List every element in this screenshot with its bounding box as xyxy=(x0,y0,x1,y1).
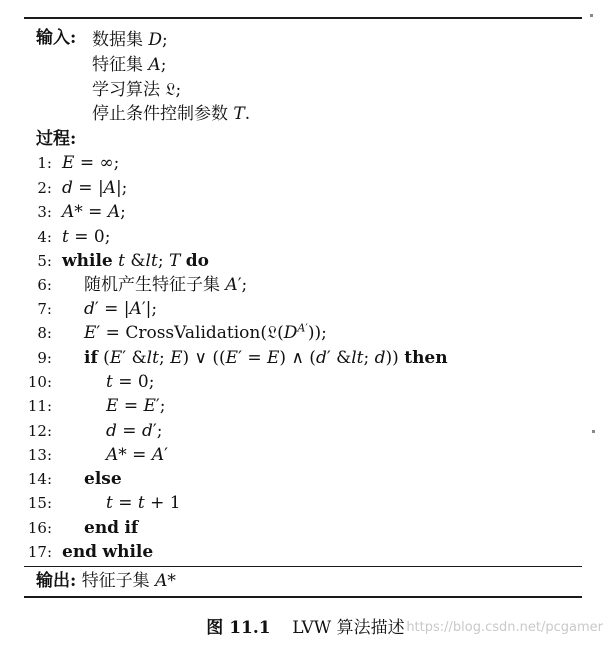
process-label: 过程: xyxy=(36,129,77,149)
input-item-stop-param: 停止条件控制参数 T. xyxy=(92,104,251,124)
code-line-2: d = |A|; xyxy=(62,178,128,198)
output-text: 特征子集 xyxy=(81,571,156,591)
input-item-featureset: 特征集 A; xyxy=(92,55,167,75)
top-rule xyxy=(24,17,582,19)
code-line-10: t = 0; xyxy=(106,372,155,392)
input-item-algorithm: 学习算法 𝔏; xyxy=(92,80,182,100)
bottom-rule xyxy=(24,596,582,598)
output-symbol: A* xyxy=(155,571,176,591)
code-line-5: while t &lt; T do xyxy=(62,251,209,271)
line-number: 9: xyxy=(37,349,52,367)
line-number: 2: xyxy=(37,179,52,197)
line-number: 8: xyxy=(37,324,52,342)
line-number: 1: xyxy=(37,154,52,172)
output-block xyxy=(36,571,176,591)
code-line-16: end if xyxy=(84,518,139,538)
code-line-12: d = d′; xyxy=(106,421,163,441)
input-block xyxy=(36,28,76,48)
input-item-dataset: 数据集 D; xyxy=(92,30,168,50)
code-line-8: $E' = CrossValidation(𝔏(D^{A'}))$; xyxy=(84,321,327,343)
mid-rule xyxy=(24,566,582,567)
line-number: 3: xyxy=(37,203,52,221)
line-number: 6: xyxy=(37,276,52,294)
code-line-11: E = E′; xyxy=(106,396,166,416)
line-number: 4: xyxy=(37,228,52,246)
code-line-7: d′ = |A′|; xyxy=(84,299,158,319)
code-line-1: E = ∞; xyxy=(62,153,120,173)
code-line-9: if (E′ &lt; E) ∨ ((E′ = E) ∧ (d′ &lt; d)) then xyxy=(84,348,448,368)
scan-dot xyxy=(590,14,593,17)
line-number: 17: xyxy=(27,543,52,561)
code-line-15: t = t + 1 xyxy=(106,493,181,513)
line-number: 13: xyxy=(27,446,52,464)
line-number: 12: xyxy=(27,422,52,440)
code-line-6: 随机产生特征子集 A′; xyxy=(84,275,248,295)
scan-dot xyxy=(592,430,595,433)
line-number: 16: xyxy=(27,519,52,537)
code-line-4: t = 0; xyxy=(62,227,111,247)
code-line-17: end while xyxy=(62,542,154,562)
line-number: 5: xyxy=(37,252,52,270)
line-number: 7: xyxy=(37,300,52,318)
watermark: https://blog.csdn.net/pcgamer xyxy=(406,620,603,635)
line-number: 11: xyxy=(27,397,52,415)
code-line-14: else xyxy=(84,469,122,489)
line-number: 10: xyxy=(27,373,52,391)
input-label: 输入: xyxy=(36,28,77,48)
line-number: 15: xyxy=(27,494,52,512)
line-number: 14: xyxy=(27,470,52,488)
code-line-13: A* = A′ xyxy=(106,445,168,465)
output-label: 输出: xyxy=(36,571,77,591)
figure-title: LVW 算法描述 xyxy=(292,618,405,638)
figure-number: 图 11.1 xyxy=(206,618,271,638)
code-line-3: A* = A; xyxy=(62,202,126,222)
